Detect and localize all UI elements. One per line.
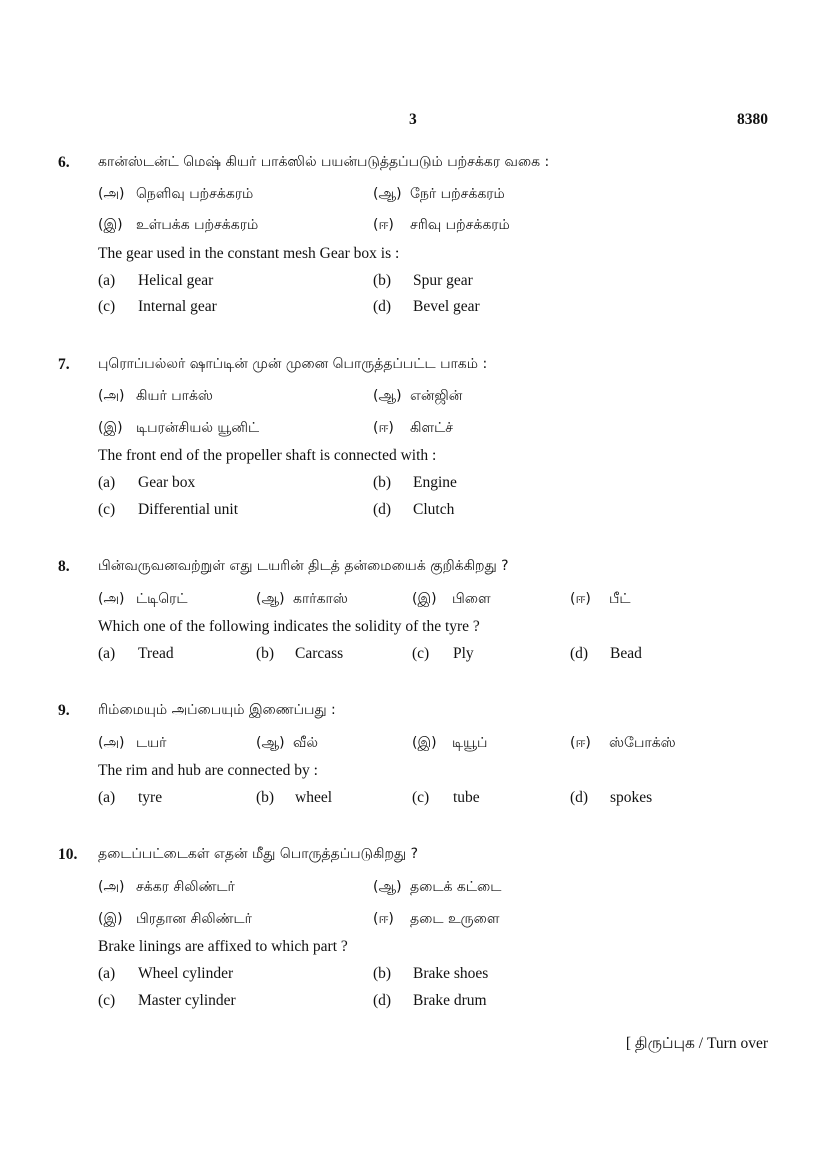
english-option-label: (c) [412,789,430,806]
tamil-option-text: ட்டிரெட் [136,591,188,607]
tamil-option-label: (அ) [98,591,125,607]
english-question: Brake linings are affixed to which part ? [98,938,348,955]
english-option-label: (b) [256,645,275,662]
tamil-option-label: (ஆ) [373,388,402,404]
english-option-label: (d) [373,992,392,1009]
english-option-text: Ply [453,645,474,662]
english-option-label: (a) [98,474,116,491]
tamil-question: ரிம்மையும் அப்பையும் இணைப்பது : [98,702,336,718]
english-question: The gear used in the constant mesh Gear box is : [98,245,400,262]
tamil-option-label: (அ) [98,879,125,895]
page-number: 3 [409,111,417,128]
english-question: The rim and hub are connected by : [98,762,318,779]
english-option-text: Master cylinder [138,992,236,1009]
english-option-text: Bead [610,645,642,662]
tamil-option-label: (ஈ) [373,420,394,436]
tamil-option-text: டியூப் [452,735,488,751]
english-option-text: Differential unit [138,501,239,518]
tamil-option-label: (அ) [98,388,125,404]
english-option-text: Helical gear [138,272,214,289]
english-option-text: Spur gear [413,272,473,289]
tamil-option-text: சக்கர சிலிண்டர் [136,879,235,895]
english-option-label: (d) [570,645,589,662]
english-option-label: (d) [373,501,392,518]
paper-code: 8380 [737,111,768,128]
tamil-option-label: (ஆ) [373,879,402,895]
english-option-text: wheel [295,789,333,806]
english-option-text: Clutch [413,501,455,518]
english-question: The front end of the propeller shaft is connected with : [98,447,437,464]
english-option-text: Internal gear [138,298,217,315]
tamil-option-label: (ஆ) [256,591,285,607]
english-option-text: tyre [138,789,163,806]
tamil-option-text: கிளட்ச் [410,420,453,436]
tamil-option-text: டிபரன்சியல் யூனிட் [136,420,260,436]
english-option-text: Wheel cylinder [138,965,234,982]
tamil-option-text: பீட் [609,591,631,607]
question-number: 6. [58,154,70,171]
english-question: Which one of the following indicates the solidity of the tyre ? [98,618,480,635]
tamil-option-label: (இ) [412,591,437,607]
english-option-label: (b) [373,474,392,491]
tamil-option-label: (ஆ) [256,735,285,751]
tamil-question: கான்ஸ்டன்ட் மெஷ் கியர் பாக்ஸில் பயன்படுத்தப்படும் பற்சக்கர வகை : [98,154,550,170]
tamil-option-text: பிரதான சிலிண்டர் [136,911,252,927]
tamil-option-label: (ஆ) [373,186,402,202]
tamil-option-label: (அ) [98,735,125,751]
question-number: 10. [58,846,78,863]
english-option-text: Brake drum [413,992,487,1009]
tamil-option-label: (ஈ) [570,591,591,607]
question-number: 9. [58,702,70,719]
english-option-label: (a) [98,272,116,289]
tamil-option-text: சரிவு பற்சக்கரம் [410,217,510,233]
english-option-text: Carcass [295,645,344,662]
tamil-option-text: தடை உருளை [410,911,500,927]
tamil-option-label: (இ) [98,420,123,436]
tamil-option-text: பிளை [452,591,491,607]
tamil-option-label: (ஈ) [373,217,394,233]
question-number: 7. [58,356,70,373]
tamil-option-label: (இ) [412,735,437,751]
question-number: 8. [58,558,70,575]
english-option-label: (d) [373,298,392,315]
tamil-option-text: தடைக் கட்டை [410,879,502,895]
english-option-label: (c) [98,298,116,315]
tamil-question: பின்வருவனவற்றுள் எது டயரின் திடத் தன்மையைக் குறிக்கிறது ? [98,558,509,574]
tamil-option-label: (அ) [98,186,125,202]
tamil-option-text: கார்காஸ் [293,591,348,607]
english-option-label: (b) [373,965,392,982]
tamil-option-text: டயர் [136,735,167,751]
english-option-label: (c) [98,992,116,1009]
english-option-label: (a) [98,645,116,662]
tamil-option-text: உள்பக்க பற்சக்கரம் [136,217,259,233]
tamil-option-text: என்ஜின் [410,388,463,404]
tamil-option-text: ஸ்போக்ஸ் [609,735,676,751]
tamil-option-label: (ஈ) [373,911,394,927]
english-option-text: Brake shoes [413,965,489,982]
english-option-label: (c) [98,501,116,518]
english-option-label: (a) [98,789,116,806]
english-option-label: (b) [373,272,392,289]
tamil-question: தடைப்பட்டைகள் எதன் மீது பொருத்தப்படுகிறது ? [98,846,419,862]
english-option-text: tube [453,789,480,806]
english-option-text: Engine [413,474,457,491]
english-option-label: (b) [256,789,275,806]
tamil-option-text: கியர் பாக்ஸ் [136,388,213,404]
english-option-text: Tread [138,645,174,662]
english-option-text: Bevel gear [413,298,480,315]
english-option-text: spokes [610,789,653,806]
tamil-option-text: வீல் [293,735,319,751]
tamil-option-text: நெளிவு பற்சக்கரம் [136,186,254,202]
english-option-label: (a) [98,965,116,982]
tamil-option-label: (இ) [98,217,123,233]
tamil-option-label: (ஈ) [570,735,591,751]
english-option-label: (c) [412,645,430,662]
tamil-question: புரொப்பல்லர் ஷாப்டின் முன் முனை பொருத்தப்பட்ட பாகம் : [98,356,488,372]
tamil-option-label: (இ) [98,911,123,927]
english-option-text: Gear box [138,474,196,491]
tamil-option-text: நேர் பற்சக்கரம் [410,186,505,202]
turn-over-note: [ திருப்புக / Turn over [625,1035,768,1052]
english-option-label: (d) [570,789,589,806]
